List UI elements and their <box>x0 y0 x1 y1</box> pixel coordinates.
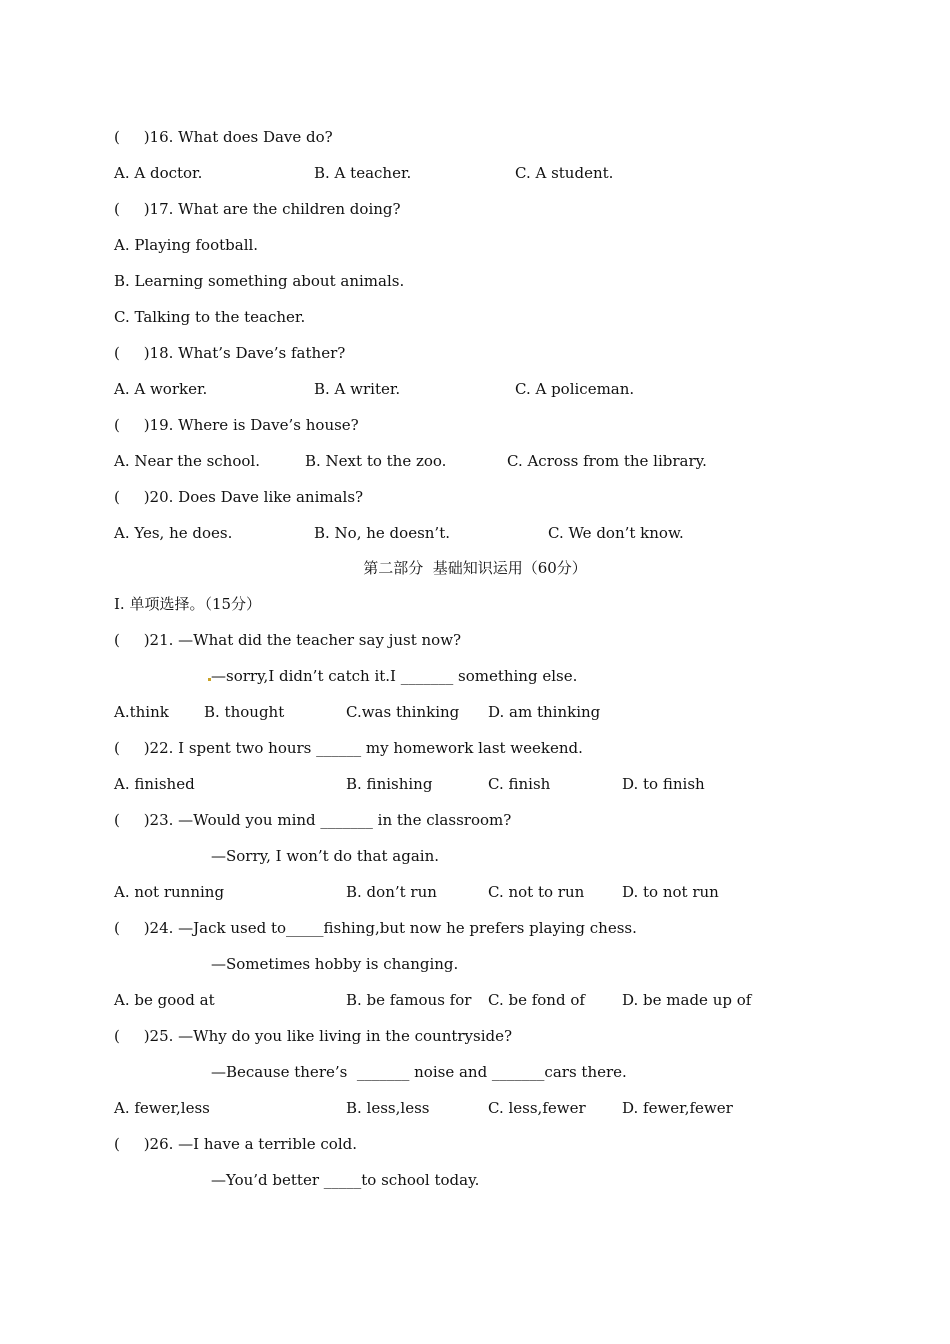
q17-option-c: C. Talking to the teacher. <box>114 308 306 326</box>
question-17: ( )17. What are the children doing? <box>114 200 401 218</box>
q24-option-a: A. be good at <box>114 991 215 1009</box>
q21-option-c: C.was thinking <box>346 703 460 721</box>
q22-option-d: D. to finish <box>622 775 705 793</box>
q18-option-c: C. A policeman. <box>515 380 635 398</box>
question-23: ( )23. —Would you mind _______ in the classroom? <box>114 811 512 829</box>
q18-option-a: A. A worker. <box>114 380 208 398</box>
q22-option-a: A. finished <box>114 775 195 793</box>
question-21: ( )21. —What did the teacher say just now? <box>114 631 462 649</box>
q20-option-a: A. Yes, he does. <box>114 524 233 542</box>
q25-option-a: A. fewer,less <box>114 1099 210 1117</box>
part-two-heading: 第二部分 基础知识运用（60分） <box>363 559 587 577</box>
q23-option-d: D. to not run <box>622 883 719 901</box>
q24-option-c: C. be fond of <box>488 991 585 1009</box>
q17-option-b: B. Learning something about animals. <box>114 272 405 290</box>
q19-option-a: A. Near the school. <box>114 452 260 470</box>
q21-reply: —sorry,I didn’t catch it.I _______ something else. <box>211 667 578 685</box>
q22-option-b: B. finishing <box>346 775 433 793</box>
question-19: ( )19. Where is Dave’s house? <box>114 416 359 434</box>
question-18: ( )18. What’s Dave’s father? <box>114 344 346 362</box>
q18-option-b: B. A writer. <box>314 380 401 398</box>
question-24: ( )24. —Jack used to_____fishing,but now he prefers playing chess. <box>114 919 637 937</box>
q22-option-c: C. finish <box>488 775 551 793</box>
q23-option-c: C. not to run <box>488 883 585 901</box>
q17-option-a: A. Playing football. <box>114 236 259 254</box>
q25-reply: —Because there’s _______ noise and _______cars there. <box>211 1063 627 1081</box>
q21-option-a: A.think <box>114 703 169 721</box>
q23-option-a: A. not running <box>114 883 225 901</box>
q21-option-b: B. thought <box>204 703 285 721</box>
q24-reply: —Sometimes hobby is changing. <box>211 955 459 973</box>
q16-option-a: A. A doctor. <box>114 164 203 182</box>
q19-option-b: B. Next to the zoo. <box>305 452 447 470</box>
q21-option-d: D. am thinking <box>488 703 601 721</box>
q25-option-b: B. less,less <box>346 1099 430 1117</box>
q20-option-b: B. No, he doesn’t. <box>314 524 450 542</box>
q26-reply: —You’d better _____to school today. <box>211 1171 480 1189</box>
q24-option-d: D. be made up of <box>622 991 752 1009</box>
question-22: ( )22. I spent two hours ______ my homework last weekend. <box>114 739 583 757</box>
q23-option-b: B. don’t run <box>346 883 437 901</box>
q25-option-d: D. fewer,fewer <box>622 1099 733 1117</box>
q24-option-b: B. be famous for <box>346 991 472 1009</box>
q25-option-c: C. less,fewer <box>488 1099 586 1117</box>
q23-reply: —Sorry, I won’t do that again. <box>211 847 439 865</box>
section-one-heading: Ⅰ. 单项选择。（15分） <box>114 595 262 613</box>
q16-option-c: C. A student. <box>515 164 614 182</box>
question-16: ( )16. What does Dave do? <box>114 128 333 146</box>
question-25: ( )25. —Why do you like living in the countryside? <box>114 1027 513 1045</box>
q20-option-c: C. We don’t know. <box>548 524 684 542</box>
question-26: ( )26. —I have a terrible cold. <box>114 1135 357 1153</box>
q19-option-c: C. Across from the library. <box>507 452 707 470</box>
q16-option-b: B. A teacher. <box>314 164 412 182</box>
question-20: ( )20. Does Dave like animals? <box>114 488 364 506</box>
